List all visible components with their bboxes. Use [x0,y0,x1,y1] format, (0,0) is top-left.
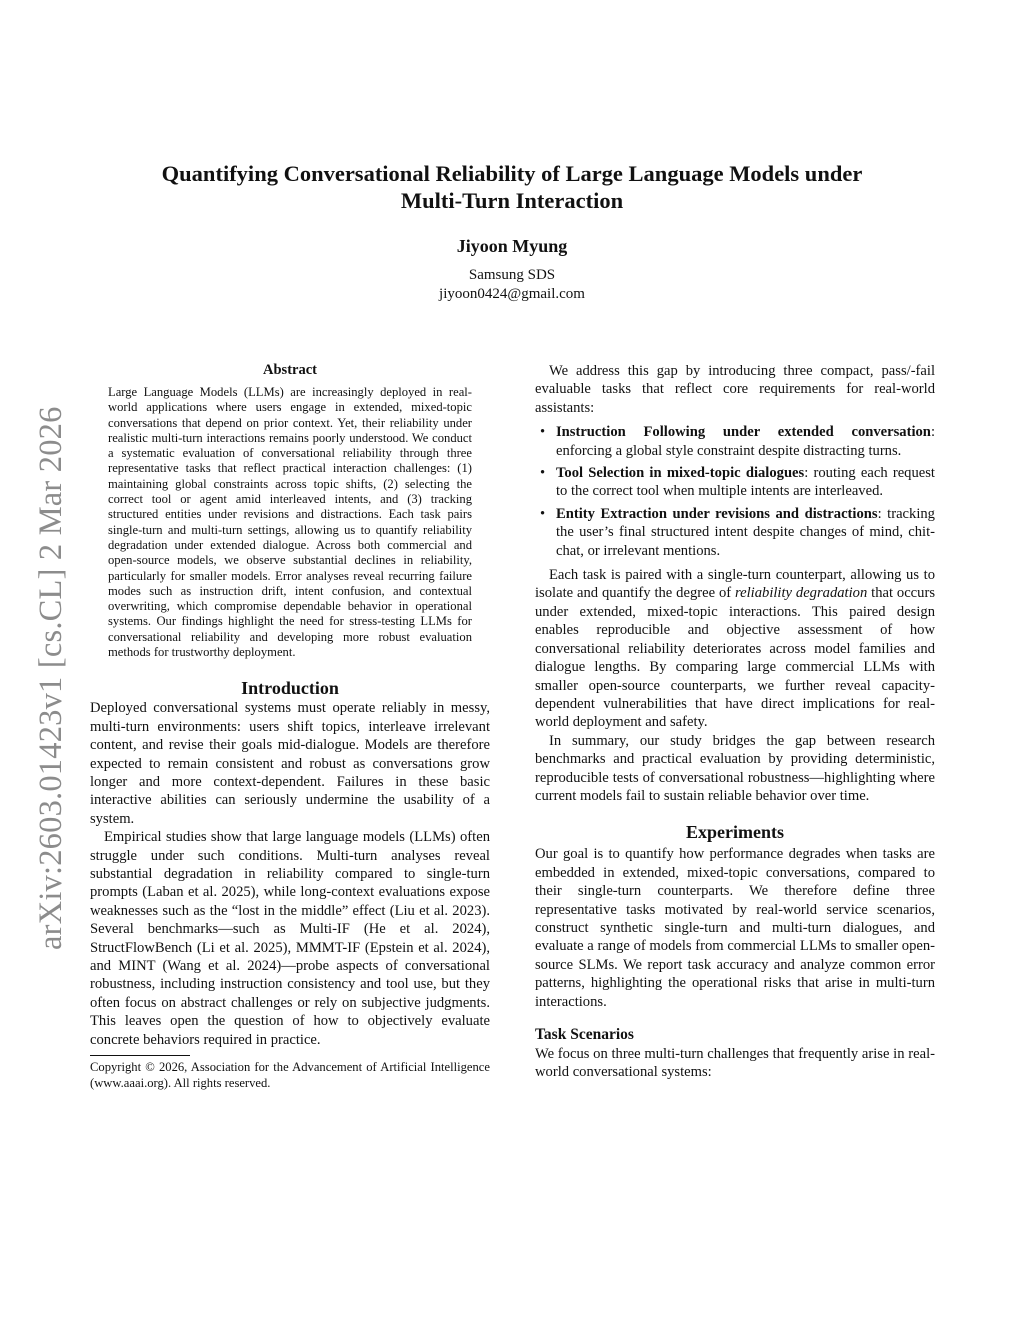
copyright-footnote: Copyright © 2026, Association for the Advancement of Artificial Intelligence (www.aaai.org). All rights reserved. [90,1060,490,1091]
bullet-title: Instruction Following under extended conversation [556,424,931,441]
paper-title [100,160,924,214]
introduction-heading: Introduction [241,678,339,699]
bullet-tool-selection [535,464,935,501]
author-name: Jiyoon Myung [456,236,568,256]
affiliation: Samsung SDS [468,267,556,283]
paired-text-a: Each task is paired with a single-turn counterpart, allowing us to isolate and quantify the degree of [535,567,935,602]
abstract-text: Large Language Models (LLMs) are increasingly deployed in real-world applications where users engage in extended, mixed-topic conversations that depend on prior context. Yet, their reliability under realistic multi-turn interactions remains poorly understood. We conduct a systematic evaluation of conversational reliability through three representative tasks that reflect practical interaction challenges: (1) maintaining global constraints across topic shifts, (2) selecting the correct tool or agent amid interleaved intents, and (3) tracking structured entities under revisions and distractions. Each task pairs single-turn and multi-turn settings, allowing us to quantify reliability degradation under extended dialogue. Across both commercial and open-source models, we observe substantial declines in reliability, particularly for smaller models. Error analyses reveal recurring failure modes such as instruction drift, intent confusion, and contextual overwriting, which compromise dependable behavior in operational systems. Our findings highlight the need for stress-testing LLMs for conversational reliability and developing more robust evaluation methods for trustworthy deployment. [108,385,472,660]
right-column [535,362,935,1082]
bullet-text: : routing each request to the correct tool when multiple intents are interleaved. [556,465,935,500]
paired-text-b: that occurs under extended, mixed-topic interactions. This paired design enables reproducible and objective assessment of how conversational reliability deteriorates across model families and dialogue lengths. By comparing large commercial LLMs with smaller open-source counterparts, we further reveal capacity-dependent vulnerabilities that have direct implications for real-world deployment and safety. [535,585,935,731]
summary-paragraph: In summary, our study bridges the gap between research benchmarks and practical evaluation by providing deterministic, reproducible tests of conversational robustness—highlighting where current models fail to sustain reliable behavior over time. [535,732,935,804]
bullet-title: Entity Extraction under revisions and distractions [556,505,878,522]
experiments-heading: Experiments [686,822,784,843]
gap-paragraph: We address this gap by introducing three compact, pass/-fail evaluable tasks that reflect core requirements for real-world assistants: [535,363,935,416]
bullet-marker: • [540,424,546,441]
task-bullet-list [535,423,935,560]
bullet-title: Tool Selection in mixed-topic dialogues [556,465,805,482]
arxiv-sidebar-stamp: arXiv:2603.01423v1 [cs.CL] 2 Mar 2026 [33,406,69,950]
bullet-entity-extraction [535,505,935,560]
abstract-heading: Abstract [263,362,317,378]
paired-emphasis: reliability degradation [735,585,868,602]
task-scenarios-heading: Task Scenarios [535,1026,634,1043]
left-column [90,362,490,1091]
intro-paragraph-2: Empirical studies show that large language models (LLMs) often struggle under such conditions. Multi-turn analyses reveal substantial degradation in reliability compared to single-turn prompts (Laban et al. 2025), while long-context evaluations expose weaknesses such as the “lost in the middle” effect (Liu et al. 2023). Several benchmarks—such as Multi-IF (He et al. 2024), StructFlowBench (Li et al. 2025), MMMT-IF (Epstein et al. 2024), and MINT (Wang et al. 2024)—probe aspects of conversational robustness, including instruction consistency and tool use, but they often focus on abstract challenges or rely on subjective judgments. This leaves open the question of how to objectively evaluate concrete behaviors required in practice. [90,829,490,1048]
bullet-marker: • [540,505,546,522]
bullet-marker: • [540,465,546,482]
paired-design-paragraph [535,566,935,732]
intro-paragraph-1: Deployed conversational systems must operate reliably in messy, multi-turn environments: users shift topics, interleave irrelevant content, and revise their goals mid-dialogue. Models are therefore expected to remain consistent and robust as conversations grow longer and more context-dependent. Failures in these basic interactive abilities can seriously undermine the usability of a system. [90,700,490,827]
footnote-rule [90,1055,190,1056]
author-affiliation-block [0,266,1024,304]
task-scenarios-paragraph: We focus on three multi-turn challenges that frequently arise in real-world conversational systems: [535,1046,935,1081]
experiments-paragraph: Our goal is to quantify how performance degrades when tasks are embedded in extended, mixed-topic conversations, compared to their single-turn counterparts. We therefore define three representative tasks motivated by real-world service scenarios, construct synthetic single-turn and multi-turn dialogues, and evaluate a range of models from commercial LLMs to smaller open-source SLMs. We report task accuracy and analyze common error patterns, highlighting the operational risks that arise in multi-turn interactions. [535,846,935,1010]
bullet-text: : tracking the user’s final structured intent despite changes of mind, chit-chat, or irrelevant mentions. [556,505,935,559]
bullet-text: : enforcing a global style constraint despite distracting turns. [556,424,935,459]
bullet-instruction-following [535,423,935,460]
author-email: jiyoon0424@gmail.com [439,286,585,302]
title-line-2: Multi-Turn Interaction [400,188,624,213]
title-line-1: Quantifying Conversational Reliability of Large Language Models under [161,161,863,186]
